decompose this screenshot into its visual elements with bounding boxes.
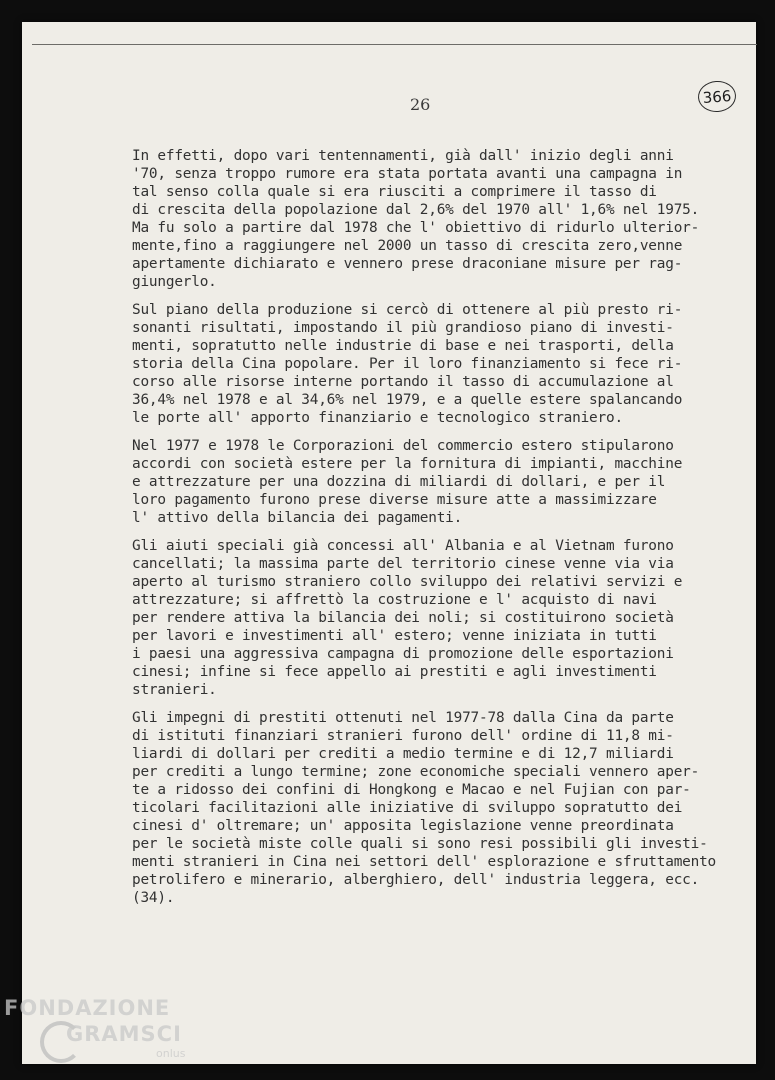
text-line: menti, sopratutto nelle industrie di base e nei trasporti, della xyxy=(132,338,674,354)
text-line: l' attivo della bilancia dei pagamenti. xyxy=(132,510,463,526)
text-line: Nel 1977 e 1978 le Corporazioni del commercio estero stipularono xyxy=(132,438,674,454)
text-line: sonanti risultati, impostando il più grandioso piano di investi- xyxy=(132,320,674,336)
top-rule-line xyxy=(32,44,757,45)
text-line: Sul piano della produzione si cercò di ottenere al più presto ri- xyxy=(132,302,683,318)
text-line: per le società miste colle quali si sono resi possibili gli investi- xyxy=(132,836,708,852)
text-line: accordi con società estere per la fornitura di impianti, macchine xyxy=(132,456,683,472)
text-line: menti stranieri in Cina nei settori dell' esplorazione e sfruttamento xyxy=(132,854,717,870)
text-line: corso alle risorse interne portando il tasso di accumulazione al xyxy=(132,374,674,390)
text-line: le porte all' apporto finanziario e tecnologico straniero. xyxy=(132,410,623,426)
text-line: Gli impegni di prestiti ottenuti nel 1977-78 dalla Cina da parte xyxy=(132,710,674,726)
text-line: tal senso colla quale si era riusciti a comprimere il tasso di xyxy=(132,184,657,200)
text-line: di istituti finanziari stranieri furono dell' ordine di 11,8 mi- xyxy=(132,728,674,744)
text-line: '70, senza troppo rumore era stata portata avanti una campagna in xyxy=(132,166,683,182)
body-text xyxy=(132,147,772,917)
paragraph-5 xyxy=(132,709,772,907)
text-line: Gli aiuti speciali già concessi all' Albania e al Vietnam furono xyxy=(132,538,674,554)
fondazione-gramsci-watermark xyxy=(4,995,186,1060)
paragraph-4 xyxy=(132,537,772,699)
text-line: i paesi una aggressiva campagna di promozione delle esportazioni xyxy=(132,646,674,662)
text-line: stranieri. xyxy=(132,682,217,698)
text-line: per rendere attiva la bilancia dei noli; si costituirono società xyxy=(132,610,674,626)
document-page xyxy=(22,22,756,1064)
text-line: (34). xyxy=(132,890,175,906)
text-line: aperto al turismo straniero collo sviluppo dei relativi servizi e xyxy=(132,574,683,590)
text-line: attrezzature; si affrettò la costruzione e l' acquisto di navi xyxy=(132,592,657,608)
watermark-line-2: GRAMSCI xyxy=(66,1022,182,1046)
text-line: mente,fino a raggiungere nel 2000 un tasso di crescita zero,venne xyxy=(132,238,683,254)
page-number: 26 xyxy=(410,95,431,114)
text-line: per lavori e investimenti all' estero; venne iniziata in tutti xyxy=(132,628,657,644)
text-line: In effetti, dopo vari tentennamenti, già dall' inizio degli anni xyxy=(132,148,674,164)
text-line: Ma fu solo a partire dal 1978 che l' obiettivo di ridurlo ulterior- xyxy=(132,220,700,236)
watermark-logo-icon xyxy=(40,1021,82,1063)
text-line: cinesi d' oltremare; un' apposita legislazione venne preordinata xyxy=(132,818,674,834)
archive-number-stamp: 366 xyxy=(697,80,737,114)
text-line: e attrezzature per una dozzina di miliardi di dollari, e per il xyxy=(132,474,666,490)
paragraph-3 xyxy=(132,437,772,527)
text-line: di crescita della popolazione dal 2,6% del 1970 all' 1,6% nel 1975. xyxy=(132,202,700,218)
text-line: giungerlo. xyxy=(132,274,217,290)
paragraph-1 xyxy=(132,147,772,291)
watermark-line-1: FONDAZIONE xyxy=(4,996,171,1020)
text-line: apertamente dichiarato e vennero prese draconiane misure per rag- xyxy=(132,256,683,272)
text-line: loro pagamento furono prese diverse misure atte a massimizzare xyxy=(132,492,657,508)
text-line: 36,4% nel 1978 e al 34,6% nel 1979, e a quelle estere spalancando xyxy=(132,392,683,408)
text-line: ticolari facilitazioni alle iniziative di sviluppo sopratutto dei xyxy=(132,800,683,816)
text-line: petrolifero e minerario, alberghiero, dell' industria leggera, ecc. xyxy=(132,872,700,888)
text-line: te a ridosso dei confini di Hongkong e Macao e nel Fujian con par- xyxy=(132,782,691,798)
text-line: cinesi; infine si fece appello ai prestiti e agli investimenti xyxy=(132,664,657,680)
watermark-suffix: onlus xyxy=(156,1047,186,1060)
text-line: cancellati; la massima parte del territorio cinese venne via via xyxy=(132,556,674,572)
text-line: per crediti a lungo termine; zone economiche speciali vennero aper- xyxy=(132,764,700,780)
text-line: liardi di dollari per crediti a medio termine e di 12,7 miliardi xyxy=(132,746,674,762)
text-line: storia della Cina popolare. Per il loro finanziamento si fece ri- xyxy=(132,356,683,372)
paragraph-2 xyxy=(132,301,772,427)
